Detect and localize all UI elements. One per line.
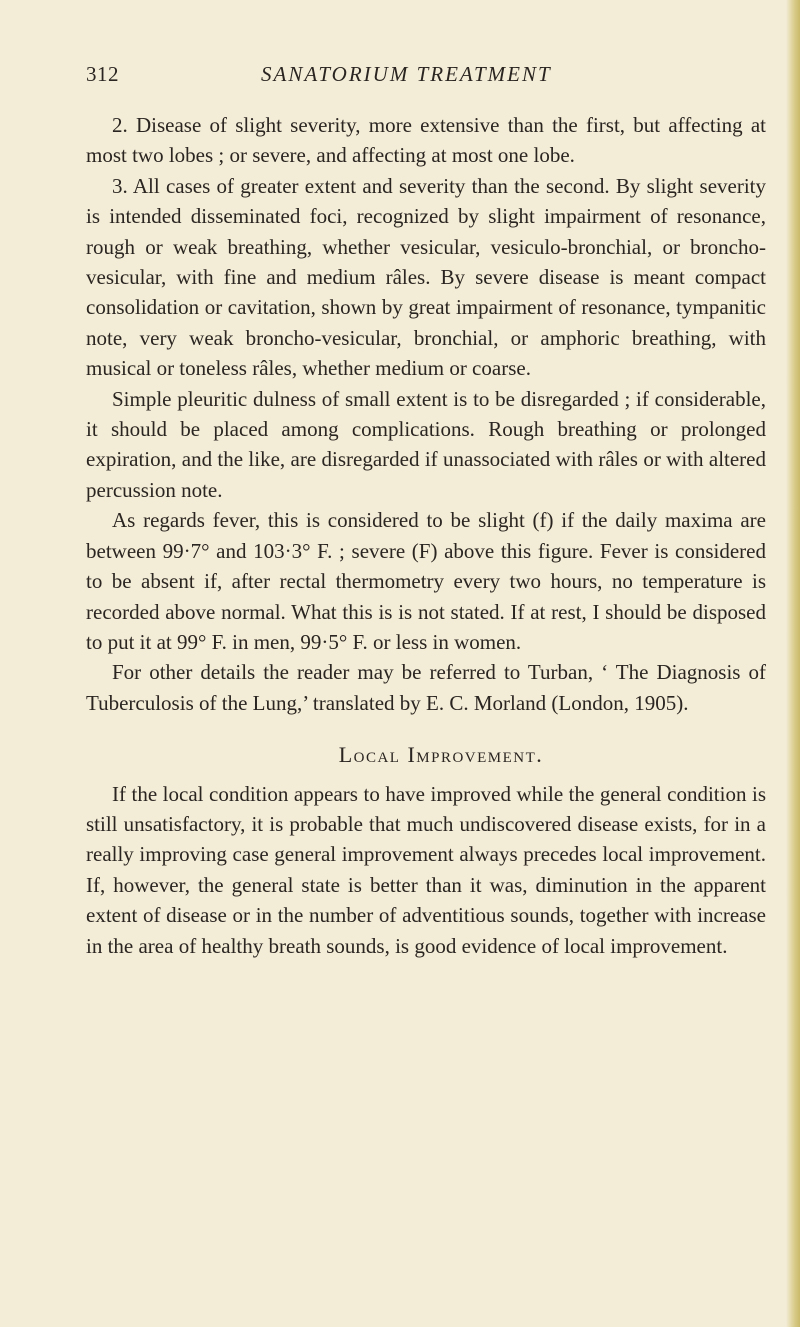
paragraph-item-3: 3. All cases of greater extent and severity than the second. By slight severity is intended disseminated foci, recognized by slight impairment of resonance, rough or weak breathing, whether vesicular, vesiculo-bronchial, or broncho-vesicular, with fine and medium râles. By severe disease is meant compact consolidation or cavitation, shown by great impairment of resonance, tympanitic note, very weak broncho-vesicular, bronchial, or amphoric breathing, with musical or toneless râles, whether medium or coarse. <box>86 173 766 381</box>
paragraph-item-2: 2. Disease of slight severity, more extensive than the first, but affecting at most two lobes ; or severe, and affecting at most one lobe. <box>86 113 766 168</box>
paragraph-fever: As regards fever, this is considered to be slight (f) if the daily maxima are between 99·7° and 103·3° F. ; severe (F) above this figure. Fever is considered to be absent if, after rectal thermometry every two hours, no temperature is recorded above normal. What this is is not stated. If at rest, I should be disposed to put it at 99° F. in men, 99·5° F. or less in women. <box>86 508 766 654</box>
paragraph-local-improvement: If the local condition appears to have improved while the general condition is still unsatisfactory, it is probable that much undiscovered disease exists, for in a really improving case general improvement always precedes local improvement. If, however, the general state is better than it was, diminution in the apparent extent of disease or in the number of adventitious sounds, together with increase in the area of healthy breath sounds, is good evidence of local improvement. <box>86 781 766 958</box>
paragraph-other-details: For other details the reader may be referred to Turban, ‘ The Diagnosis of Tuberculosis of the Lung,’ translated by E. C. Morland (London, 1905). <box>86 660 766 715</box>
page-header <box>86 62 766 92</box>
section-heading: Local Improvement. <box>338 742 544 768</box>
body-text <box>86 110 766 961</box>
paragraph-pleuritic: Simple pleuritic dulness of small extent is to be disregarded ; if considerable, it should be placed among complications. Rough breathing or prolonged expiration, and the like, are disregarded if unassociated with râles or with altered percussion note. <box>86 386 766 502</box>
page-edge-shadow <box>786 0 800 1327</box>
running-head: SANATORIUM TREATMENT <box>261 62 552 86</box>
page-number: 312 <box>86 62 119 86</box>
